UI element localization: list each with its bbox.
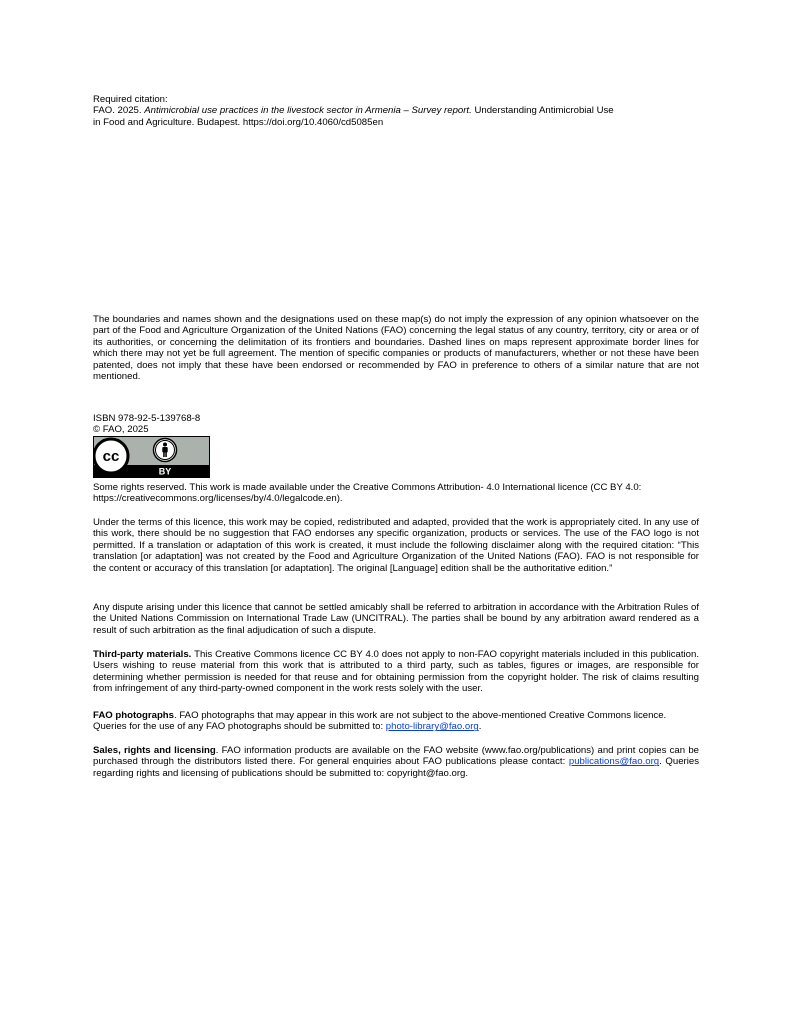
photographs-paragraph [93, 710, 699, 733]
map-disclaimer [93, 314, 699, 382]
dispute-clause [93, 602, 699, 636]
disclaimer-text: The boundaries and names shown and the designations used on these map(s) do not imply the expression of any opinion whatsoever on the part of the Food and Agriculture Organization of the United Nations (FAO) concerning the legal status of any country, territory, city or area or of its authorities, or concerning the delimitation of its frontiers and boundaries. Dashed lines on maps represent approximate border lines for which there may not yet be full agreement. The mention of specific companies or products of manufacturers, whether or not these have been patented, does not imply that these have been endorsed or recommended by FAO in preference to others of a similar nature that are not mentioned. [93, 314, 699, 383]
rights-block [93, 482, 699, 505]
sales-suffix: . Queries regarding rights and licensing of publications should be submitted to: copyright@fao.org. [93, 756, 699, 779]
cc-by-badge-graphic [93, 436, 210, 478]
photo-library-email-link[interactable]: photo-library@fao.org [385, 721, 479, 733]
by-text: BY [158, 466, 172, 477]
citation-block [93, 94, 699, 128]
fao-photographs [93, 710, 699, 733]
rights-line-1: Some rights reserved. This work is made available under the Creative Commons Attribution- 4.0 International licence (CC BY 4.0: [93, 482, 642, 493]
copyright-notice: © FAO, 2025 [93, 424, 149, 436]
isbn: ISBN 978-92-5-139768-8 [93, 413, 201, 424]
third-party-text: This Creative Commons licence CC BY 4.0 does not apply to non-FAO copyright materials included in this publication. Users wishing to reuse material from this work that is attributed to a third party, such as tables, figures or images, are responsible for determining whether permission is needed for that reuse and for obtaining permission from the copyright holder. The risk of claims resulting from infringement of any third-party-owned component in the work rests solely with the user. [93, 649, 699, 695]
cc-by-license-badge [93, 436, 210, 478]
citation-heading: Required citation: [93, 94, 168, 105]
terms-text: Under the terms of this licence, this work may be copied, redistributed and adapted, provided that the work is appropriately cited. In any use of this work, there should be no suggestion that FAO endorses any specific organization, products or services. The use of the FAO logo is not permitted. If a translation or adaptation of this work is created, it must include the following disclaimer along with the required citation: “This translation [or adaptation] was not created by the Food and Agriculture Organization of the United Nations (FAO). FAO is not responsible for the content or accuracy of this translation [or adaptation]. The original [Language] edition shall be the authoritative edition.” [93, 517, 699, 574]
cc-text: cc [102, 448, 120, 465]
rights-line-2: https://creativecommons.org/licenses/by/4.0/legalcode.en). [93, 493, 343, 505]
isbn-block [93, 413, 699, 436]
third-party-paragraph [93, 649, 699, 695]
photographs-text: . FAO photographs that may appear in this work are not subject to the above-mentioned Creative Commons licence. Queries for the use of any FAO photographs should be submitted to: [93, 710, 667, 733]
citation-line-2: in Food and Agriculture. Budapest. https://doi.org/10.4060/cd5085en [93, 116, 384, 128]
dispute-text: Any dispute arising under this licence that cannot be settled amicably shall be referred to arbitration in accordance with the Arbitration Rules of the United Nations Commission on International Trade Law (UNCITRAL). The parties shall be bound by any arbitration award rendered as a result of such arbitration as the final adjudication of such a dispute. [93, 602, 699, 636]
citation-title: Antimicrobial use practices in the livestock sector in Armenia – Survey report. [144, 105, 472, 117]
cc-icon [94, 439, 128, 473]
sales-paragraph [93, 745, 699, 779]
photographs-suffix: . [478, 721, 482, 733]
citation-line-1 [93, 105, 699, 116]
third-party-label: Third-party materials. [93, 649, 192, 660]
photographs-label: FAO photographs [93, 710, 175, 721]
sales-text: . FAO information products are available on the FAO website (www.fao.org/publications) and print copies can be purchased through the distributors listed there. For general enquiries about FAO publications please contact: [93, 745, 699, 768]
publications-email-link[interactable]: publications@fao.org [568, 756, 660, 768]
licence-terms [93, 517, 699, 574]
citation-prefix: FAO. 2025. [93, 105, 145, 117]
citation-series: Understanding Antimicrobial Use [471, 105, 614, 117]
sales-label: Sales, rights and licensing [93, 745, 216, 756]
sales-rights-licensing [93, 745, 699, 779]
third-party-materials [93, 649, 699, 695]
attribution-person-icon [154, 439, 177, 462]
